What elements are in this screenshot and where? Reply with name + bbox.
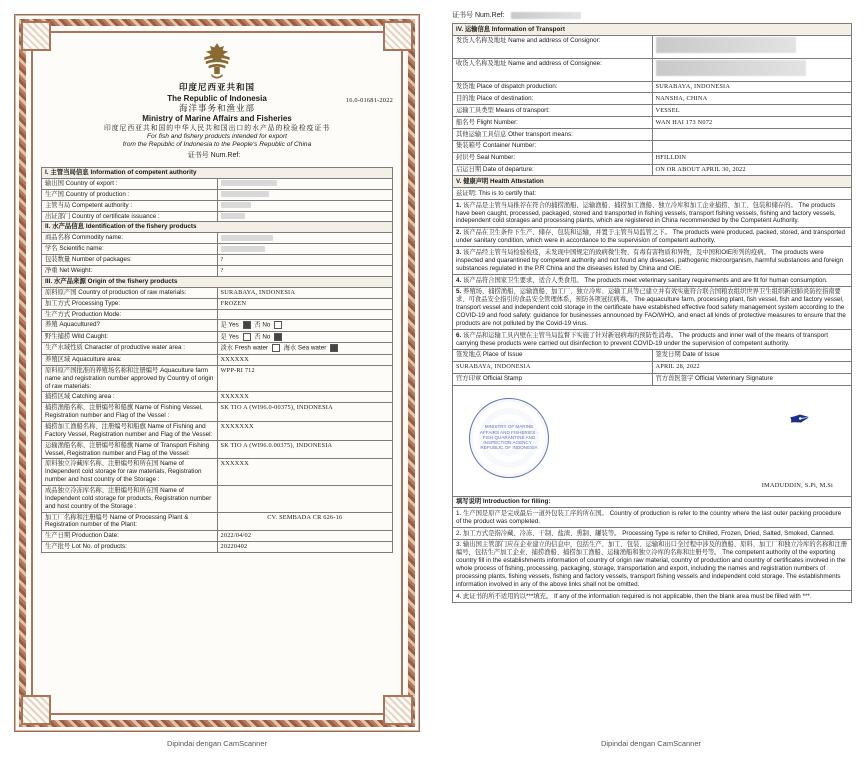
checkbox-no-wildcaught[interactable]: [274, 333, 282, 341]
attestation-item-5: 5. 养殖场、捕捞渔船、运输渔船、加工厂、独立冷库、运输工具等已建立并有效实施符合联合国粮农组织世界卫生组织新冠肺炎防控指南要求、可食品安全指引的食品安全管理体系，预防各项冠状病毒。 The aquaculture farm, processing plant, fish vessel, fish and factory vessel, transport vessel and independent cold storage in the certificate have established effective food safety management system according to the COVID-19 and food safety: guidance for businesses announced by FAO/WHO, and enact all kinds of protective measures to ensure that the products are not polluted by the Covid-19 virus.: [453, 286, 852, 329]
attestation-item-1: 1. 该产品是主管当局推荐在符合的捕捞渔船、运输渔船、捕捞加工渔船、独立冷库和加工企业捕捞、加工、包装和储存的。 The products have been caught, processed, packaged, stored and transported in fishing vessels, transport fishing vessels, fishing and factory vessels, independent cold storages and processing plants, which are registered in China recommended by the Competent Authority.: [453, 200, 852, 228]
ministry-name-en: Ministry of Marine Affairs and Fisheries: [142, 114, 292, 124]
row-value: XXXXXX: [217, 392, 393, 403]
row-label: 成品独立冷冻库名称、注册编号和所在国 Name of Independent cold storage for products, Registration number and host country of the Storage :: [42, 486, 218, 513]
row-label-water: 生产水域性质 Character of productive water area :: [42, 343, 218, 355]
numref-label: 证书号 Num.Ref:: [187, 152, 241, 160]
row-value: FROZEN: [217, 298, 393, 309]
row-label: 捕捞区域 Catching area :: [42, 392, 218, 403]
table-row: [453, 140, 852, 152]
section-title-row-4: [453, 24, 852, 36]
row-label: 集装箱号 Container Number:: [453, 140, 653, 152]
numref-top-value: 16.0-01681-2022: [345, 97, 393, 104]
table-row: [42, 440, 393, 459]
row-label: 启运日期 Date of departure:: [453, 164, 653, 176]
attestation-item-2-en: The products were produced, packed, stored, and transported under sanitary condition, which were in accordance to the supervision of competent authority.: [456, 229, 846, 245]
table-row: [453, 93, 852, 105]
checkbox-no-aquacultured[interactable]: [274, 321, 282, 329]
signature-area-row: [453, 385, 852, 496]
row-label: 生产国 Country of production :: [42, 189, 218, 200]
table-row: [453, 58, 852, 81]
table-row: [42, 320, 393, 332]
row-label: 发货地 Place of dispatch production:: [453, 81, 653, 93]
table-row: [42, 403, 393, 422]
row-value: [217, 178, 393, 189]
row-label: 包装数量 Number of packages:: [42, 255, 218, 266]
checkbox-yes-aquacultured[interactable]: [243, 321, 251, 329]
table-row: [42, 355, 393, 366]
row-value: [217, 189, 393, 200]
row-value-aquacultured: 是 Yes 否 No: [217, 320, 393, 332]
row-value: ON OR ABOUT APRIL 30, 2022: [652, 164, 852, 176]
attestation-item-row: [453, 247, 852, 275]
table-row: [453, 117, 852, 129]
row-label: 主管当局 Competent authority :: [42, 200, 218, 211]
row-label: 捕捞渔船名称、注册编号和船旗 Name of Fishing Vessel, Registration number and Flag of the Vessel :: [42, 403, 218, 422]
table-row: [42, 265, 393, 276]
table-row: [42, 189, 393, 200]
table-row: [42, 422, 393, 441]
official-stamp-seal: MINISTRY OF MARINE AFFAIRS AND FISHERIES · FISH QUARANTINE AND INSPECTION AGENCY · REPUBLIC OF INDONESIA: [469, 398, 549, 478]
table-row: [42, 531, 393, 542]
certificate-frame: [14, 14, 420, 732]
row-label: 原料原产国 Country of production of raw materials:: [42, 287, 218, 298]
row-label: 原料独立冷藏库名称、注册编号和所在国 Name of Independent cold storage for raw materials, Registration number and host country of the Storage :: [42, 459, 218, 486]
table-row: [42, 365, 393, 392]
intro-item-row: [453, 539, 852, 590]
date-of-issue-value: APRIL 28, 2022: [652, 361, 852, 373]
attestation-item-row: [453, 200, 852, 228]
intro-title-row: [453, 496, 852, 508]
intro-item-1: [453, 508, 852, 528]
row-value: HFILLDIN: [652, 152, 852, 164]
row-label: 船名号 Flight Number:: [453, 117, 653, 129]
row-label: 捕捞加工渔船名称、注册编号和船旗 Name of Fishing and Factory Vessel, Registration number and Flag of the Vessel:: [42, 422, 218, 441]
row-label: 原料原产国批准的养殖场名称和注册编号 Aquaculture farm name and registration number approved by Country of origin of raw materials:: [42, 365, 218, 392]
row-label: 出证部门 Country of certificate issuance :: [42, 211, 218, 222]
country-name-cn: 印度尼西亚共和国: [178, 83, 255, 93]
purpose-en-line1: For fish and fishery products intended for export: [146, 132, 287, 140]
ministry-name-cn: 海洋事务和渔业部: [178, 103, 255, 114]
attestation-item-5-cn: 养殖场、捕捞渔船、运输渔船、加工厂、独立冷库、运输工具等已建立并有效实施符合联合国粮农组织世界卫生组织新冠肺炎防控指南要求、可食品安全指引的食品安全管理体系，预防各项冠状病毒。: [456, 288, 841, 304]
row-label: 封识号 Seal Number:: [453, 152, 653, 164]
table-row: [42, 178, 393, 189]
attestation-item-row: [453, 330, 852, 350]
row-label: 生产日期 Production Date:: [42, 531, 218, 542]
table-row: [42, 244, 393, 255]
section-title-4: IV. 运输信息 Information of Transport: [453, 24, 852, 36]
row-label: 生产方式 Production Mode:: [42, 309, 218, 320]
attestation-item-5-en: The aquaculture farm, processing plant, fish vessel, fish and factory vessel, transport vessel and independent cold storage in the certificate have established effective food safety management system according to the COVID-19 and food safety: guidance for businesses announced by FAO/WHO, and enact all kinds of protective measures to ensure that the products are not polluted by the Covid-19 virus.: [456, 296, 846, 327]
row-value-water: 淡水 Fresh water 海水 Sea water: [217, 343, 393, 355]
row-value: 2022/04/02: [217, 531, 393, 542]
official-stamp-label: 官方印章 Official Stamp: [453, 373, 653, 385]
attestation-item-2-cn: 该产品在卫生条件下生产、储存、包装和运输，并置于主管当局监管之下。: [463, 229, 671, 237]
issue-label-row: [453, 349, 852, 361]
row-value: WPP-RI 712: [217, 365, 393, 392]
intro-item-4-cn: 4. 此证书的所不适用的以***填充。: [456, 592, 553, 600]
section-title-5: V. 健康声明 Health Attestation: [453, 176, 852, 188]
numref-row-right: [452, 10, 852, 20]
table-row: [453, 105, 852, 117]
checkbox-yes-wildcaught[interactable]: [243, 333, 251, 341]
right-page: [434, 0, 868, 764]
row-label-aquacultured: 养殖 Aquacultured?: [42, 320, 218, 332]
table-row: [42, 309, 393, 320]
section-title-3: III. 水产品来源 Origin of the fishery products: [42, 276, 393, 287]
intro-item-1-en: Country of production is refer to the country where the last outer packing procedure of the product was completed.: [456, 509, 842, 525]
date-of-issue-label: 签发日期 Date of Issue: [652, 349, 852, 361]
row-label: 运输渔船名称、注册编号和船旗 Name of Transport Fishing Vessel, Registration number and Flag of the Vessel:: [42, 440, 218, 459]
checkbox-fresh-water[interactable]: [272, 344, 280, 352]
row-value: ?: [217, 265, 393, 276]
intro-item-3-en: The competent authority of the exporting country fill in the establishments information of country of origin raw material, country of production and country of certificates involved in the whole process of fishing, processing, packaging, storage, transportation and export, including the names and registration numbers of processing plants, fishing vessels, fishing and factory vessels, transport fishing vessels and independent cold storage. The establishments information involved in any of the above links shall not be omitted.: [456, 549, 846, 588]
checkbox-sea-water[interactable]: [330, 344, 338, 352]
row-value: VESSEL: [652, 105, 852, 117]
table-row: [42, 542, 393, 553]
row-value: SK TIO A (WI96.0-00375), INDONESIA: [217, 403, 393, 422]
attestation-intro: 兹证明: This is to certify that:: [453, 188, 852, 200]
row-label: 其他运输工具信息 Other transport means:: [453, 129, 653, 141]
row-value-consignee: [652, 58, 852, 81]
attestation-item-1-cn: 该产品是主管当局推荐在符合的捕捞渔船、运输渔船、捕捞加工渔船、独立冷库和加工企业捕捞、加工、包装和储存的。: [463, 201, 797, 209]
row-label: 商品名称 Commodity name:: [42, 233, 218, 244]
intro-item-2-cn: 2. 加工方式是指冷藏、冷冻、干制、盐渍、熏制、罐装等。: [456, 529, 621, 537]
row-value: XXXXXX: [217, 459, 393, 486]
section-title-1: I. 主管当局信息 Information of competent authority: [42, 167, 393, 178]
intro-title: 填写说明 Introduction for filling:: [453, 496, 852, 508]
row-value: [217, 200, 393, 211]
row-label: 加工方式 Processing Type:: [42, 298, 218, 309]
table-row: [42, 233, 393, 244]
row-value: CV. SEMBADA CR 626-16: [217, 512, 393, 531]
row-value: [217, 211, 393, 222]
intro-item-3: [453, 539, 852, 590]
garuda-emblem-icon: [196, 39, 238, 81]
row-value: [652, 129, 852, 141]
attestation-item-6-cn: 该产品和运输工具内壁在主管当局监督下实施了针对新冠病毒的预防性消毒。: [463, 331, 678, 339]
table-row: [42, 392, 393, 403]
intro-item-row: [453, 508, 852, 528]
attestation-item-3-cn: 该产品经主管当局检验检疫，未发现中国规定的致病微生物、有毒有害物质和异物，及中国和OIE所列的疫病。: [463, 248, 770, 256]
intro-item-2: [453, 528, 852, 540]
intro-item-1-cn: 1. 生产国是原产是完成最后一道外包装工序的所在国。: [456, 509, 608, 517]
intro-item-2-en: Processing Type is refer to Chilled, Frozen, Dried, Salted, Smoked, Canned.: [622, 529, 835, 537]
section-title-row-2: [42, 222, 393, 233]
row-value: [217, 244, 393, 255]
row-label: 输出国 Country of export :: [42, 178, 218, 189]
table-row: [42, 486, 393, 513]
table-row: [42, 200, 393, 211]
intro-item-4: [453, 591, 852, 603]
attestation-item-6: 6. 该产品和运输工具内壁在主管当局监督下实施了针对新冠病毒的预防性消毒。 The products and inner wall of the means of transport carrying these products were carried out disinfection to prevent COVID-19 under the supervision of competent authority.: [453, 330, 852, 350]
attestation-item-row: [453, 275, 852, 287]
row-value: [217, 309, 393, 320]
attestation-item-row: [453, 286, 852, 329]
signer-name: IMADUDDIN, S.Pi, M.Si: [761, 481, 833, 489]
row-label: 养殖区域 Aquaculture area:: [42, 355, 218, 366]
table-row: [42, 287, 393, 298]
table-row: [453, 164, 852, 176]
numref-row: [41, 152, 393, 161]
row-value: SURABAYA, INDONESIA: [652, 81, 852, 93]
numref-value-right: [511, 12, 581, 19]
row-label: 目的地 Place of destination:: [453, 93, 653, 105]
row-label: 学名 Scientific name:: [42, 244, 218, 255]
certificate-content: [41, 39, 393, 707]
table-row: [453, 129, 852, 141]
row-label: 净重 Net Weight:: [42, 265, 218, 276]
certificate-table: [41, 167, 393, 553]
attestation-item-2: 2. 该产品在卫生条件下生产、储存、包装和运输，并置于主管当局监管之下。 The products were produced, packed, stored, and transported under sanitary condition, which were in accordance to the supervision of competent authority.: [453, 227, 852, 247]
row-value: WAN HAI 173 N072: [652, 117, 852, 129]
row-value-wildcaught: 是 Yes 否 No: [217, 331, 393, 343]
country-name-en: The Republic of Indonesia: [167, 93, 267, 103]
table-row: [453, 81, 852, 93]
row-label: 收货人名称及地址 Name and address of Consignee:: [453, 58, 653, 81]
purpose-cn: 印度尼西亚共和国的中华人民共和国出口的水产品的检验检疫证书: [103, 124, 331, 133]
section-title-2: II. 水产品信息 Identification of the fishery products: [42, 222, 393, 233]
intro-item-4-en: If any of the information required is not applicable, then the blank area must be filled with ***.: [553, 592, 812, 600]
transport-table: [452, 23, 852, 603]
attestation-intro-row: [453, 188, 852, 200]
row-value: SK TIO A (WI96.0.00375), INDONESIA: [217, 440, 393, 459]
attestation-item-row: [453, 227, 852, 247]
intro-item-row: [453, 528, 852, 540]
row-label: 生产批号 Lot No. of products:: [42, 542, 218, 553]
intro-item-3-cn: 3. 输出国主管部门应在企业建立的信息中，包括生产、加工、包装、运输和出口全过程中涉及的渔船、原料、加工厂和独立冷库的名称和注册编号，包括生产加工企业、捕捞渔船、捕捞加工渔船、运输渔船和独立冷库的名称和注册号等。: [456, 541, 848, 557]
section-title-row-3: [42, 276, 393, 287]
row-label: 运输工具类型 Means of transport:: [453, 105, 653, 117]
official-signature-label: 官方兽医签字 Official Veterinary Signature: [652, 373, 852, 385]
table-row: [453, 35, 852, 58]
table-row: [453, 152, 852, 164]
section-title-row-5: [453, 176, 852, 188]
row-value: XXXXXXX: [217, 422, 393, 441]
handwritten-signature: ✒︎: [787, 403, 813, 435]
section-title-row-1: [42, 167, 393, 178]
table-row: [42, 211, 393, 222]
attestation-item-1-en: The products have been caught, processed, packaged, stored and transported in fishing vessels, transport fishing vessels, fishing and factory vessels, independent cold storages and processing plants, which are registered in China recommended by the Competent Authority.: [456, 201, 836, 225]
place-of-issue-value: SURABAYA, INDONESIA: [453, 361, 653, 373]
row-value: [217, 486, 393, 513]
attestation-item-3-en: The products were inspected and quarantined by competent authority and not found any diseases, pathogenic microorganism, harmful substances and foreign substances regulated in the P.R China and the diseases listed by China and OIE.: [456, 248, 844, 272]
attestation-item-4: 4. 该产品符合国家卫生要求，适合人类食用。 The products meet veterinary sanitary requirements and are fit for human consumption.: [453, 275, 852, 287]
table-row: [42, 343, 393, 355]
place-of-issue-label: 签发地点 Place of Issue: [453, 349, 653, 361]
table-row: [42, 459, 393, 486]
table-row: [42, 331, 393, 343]
right-content: [452, 10, 852, 750]
attestation-item-6-en: The products and inner wall of the means of transport carrying these products were carried out disinfection to prevent COVID-19 under the supervision of competent authority.: [456, 331, 828, 347]
row-value: [217, 233, 393, 244]
table-row: [42, 298, 393, 309]
row-value: [652, 140, 852, 152]
issue-value-row: [453, 361, 852, 373]
camscanner-watermark-right: Dipindai dengan CamScanner: [600, 739, 702, 748]
row-value: 20220402: [217, 542, 393, 553]
table-row: [42, 255, 393, 266]
numref-label-right: 证书号 Num.Ref:: [452, 12, 505, 19]
row-label-wildcaught: 野生捕捞 Wild Caught:: [42, 331, 218, 343]
purpose-en-line2: from the Republic of Indonesia to the People's Republic of China: [122, 140, 312, 148]
row-value-consignor: [652, 35, 852, 58]
intro-item-row: [453, 591, 852, 603]
camscanner-watermark-left: Dipindai dengan CamScanner: [166, 739, 268, 748]
signature-area: [453, 385, 852, 496]
attestation-item-4-cn: 该产品符合国家卫生要求，适合人类食用。: [463, 276, 583, 284]
row-label: 加工厂名称和注册编号 Name of Processing Plant & Registration number of the Plant:: [42, 512, 218, 531]
attestation-item-4-en: The products meet veterinary sanitary requirements and are fit for human consumption.: [584, 276, 828, 284]
signature-label-row: [453, 373, 852, 385]
row-value: XXXXXX: [217, 355, 393, 366]
row-value: NANSHA, CHINA: [652, 93, 852, 105]
attestation-item-3: 3. 该产品经主管当局检验检疫，未发现中国规定的致病微生物、有毒有害物质和异物，及中国和OIE所列的疫病。 The products were inspected and quarantined by competent authority and not found any diseases, pathogenic microorganism, harmful substances and foreign substances regulated in the P.R China and the diseases listed by China and OIE.: [453, 247, 852, 275]
row-label: 发货人名称及地址 Name and address of Consignor:: [453, 35, 653, 58]
row-value: SURABAYA, INDONESIA: [217, 287, 393, 298]
row-value: ?: [217, 255, 393, 266]
certificate-header: [41, 83, 393, 161]
table-row: [42, 512, 393, 531]
